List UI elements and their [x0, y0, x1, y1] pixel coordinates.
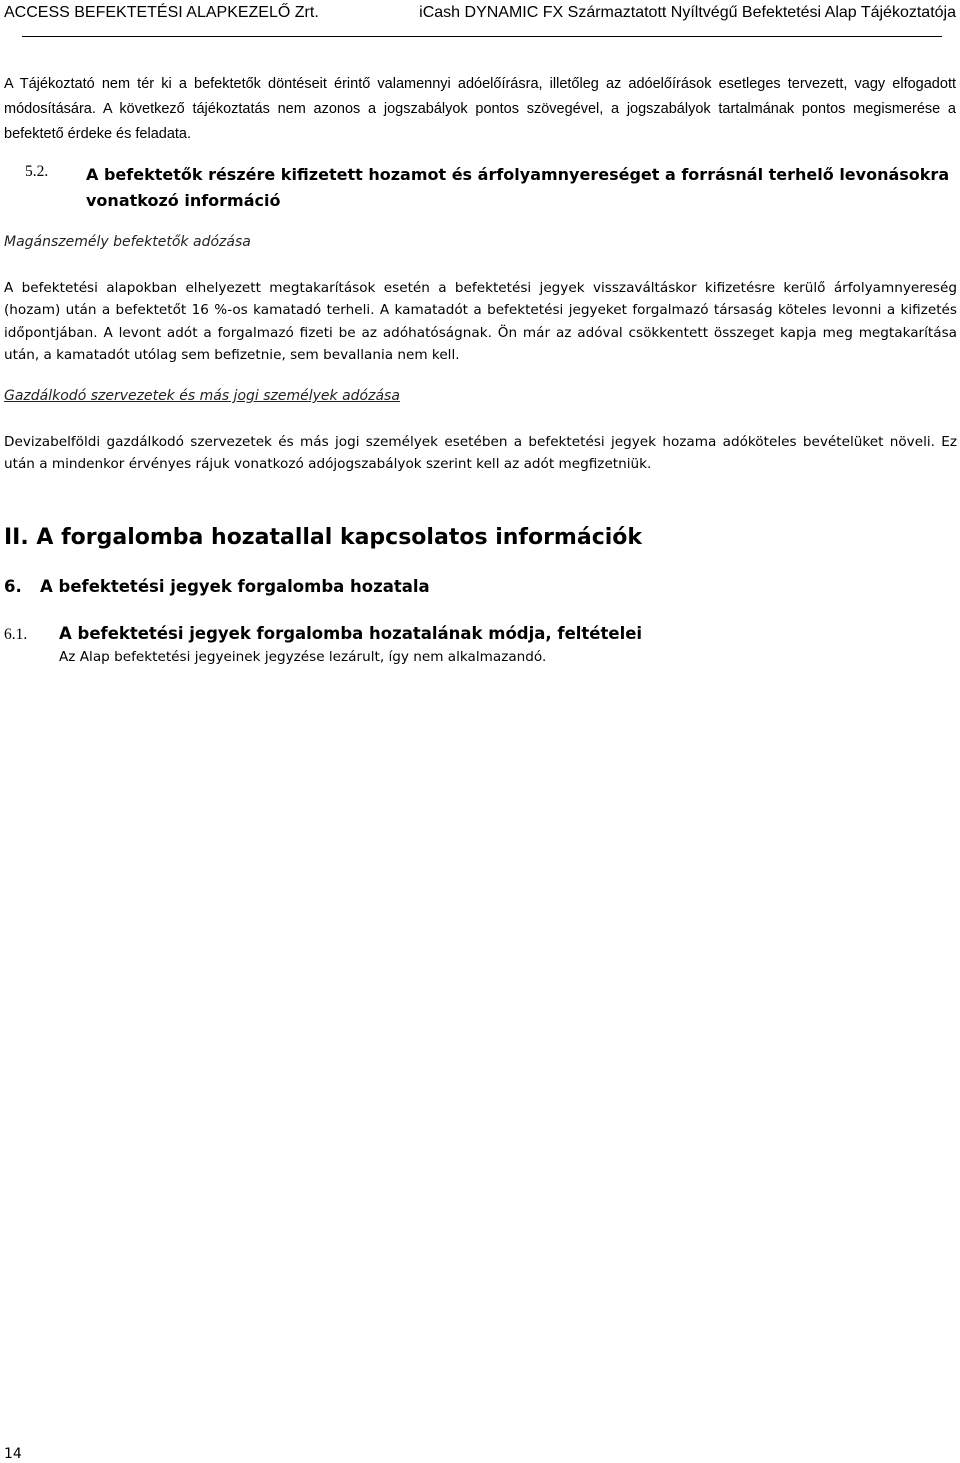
- section-title: A befektetési jegyek forgalomba hozatala: [40, 577, 430, 596]
- page-header: [4, 4, 956, 28]
- page-number: 14: [4, 1446, 22, 1462]
- section-number: 6.1.: [4, 626, 28, 643]
- header-document-title: iCash DYNAMIC FX Származtatott Nyíltvégű Befektetési Alap Tájékoztatója: [419, 4, 956, 21]
- section-title: A befektetési jegyek forgalomba hozatalának módja, feltételei: [59, 624, 643, 643]
- part-ii-heading: II. A forgalomba hozatallal kapcsolatos információk: [4, 525, 643, 550]
- section-title: A befektetők részére kifizetett hozamot és árfolyamnyereséget a forrásnál terhelő levonásokra vonatkozó információ: [86, 165, 950, 210]
- companies-paragraph: Devizabelföldi gazdálkodó szervezetek és más jogi személyek esetében a befektetési jegyek hozama adóköteles bevételüket növeli. Ez után a mindenkor érvényes rájuk vonatkozó adójogszabályok szerint kell az adót megfizetniük.: [4, 434, 957, 473]
- header-divider: [22, 36, 942, 37]
- private-persons-paragraph: A befektetési alapokban elhelyezett megtakarítások esetén a befektetési jegyek visszaváltáskor kifizetésre kerülő árfolyamnyereség (hozam) után a befektetőt 16 %-os kamatadó terheli. A kamatadót a befektetési jegyeket forgalmazó társaság köteles levonni a kifizetés időpontjában. A levont adót a forgalmazó fizeti be az adóhatóságnak. Ön már az adóval csökkentett összeget kapja meg megtakarítása után, a kamatadót utólag sem befizetnie, sem bevallania nem kell.: [4, 280, 957, 363]
- private-persons-heading: Magánszemély befektetők adózása: [4, 234, 251, 250]
- section-6-1-text: Az Alap befektetési jegyeinek jegyzése lezárult, így nem alkalmazandó.: [59, 649, 547, 665]
- section-6-heading: [4, 577, 430, 596]
- header-company: ACCESS BEFEKTETÉSI ALAPKEZELŐ Zrt.: [4, 4, 319, 21]
- companies-heading: Gazdálkodó szervezetek és más jogi személyek adózása: [4, 388, 400, 404]
- section-number: 5.2.: [25, 163, 49, 180]
- intro-paragraph: A Tájékoztató nem tér ki a befektetők döntéseit érintő valamennyi adóelőírásra, illetőleg az adóelőírások esetleges tervezett, vagy elfogadott módosítására. A következő tájékoztatás nem azonos a jogszabályok pontos szövegével, a jogszabályok tartalmának pontos megismerése a befektető érdeke és feladata.: [4, 76, 956, 142]
- section-number: 6.: [4, 577, 22, 596]
